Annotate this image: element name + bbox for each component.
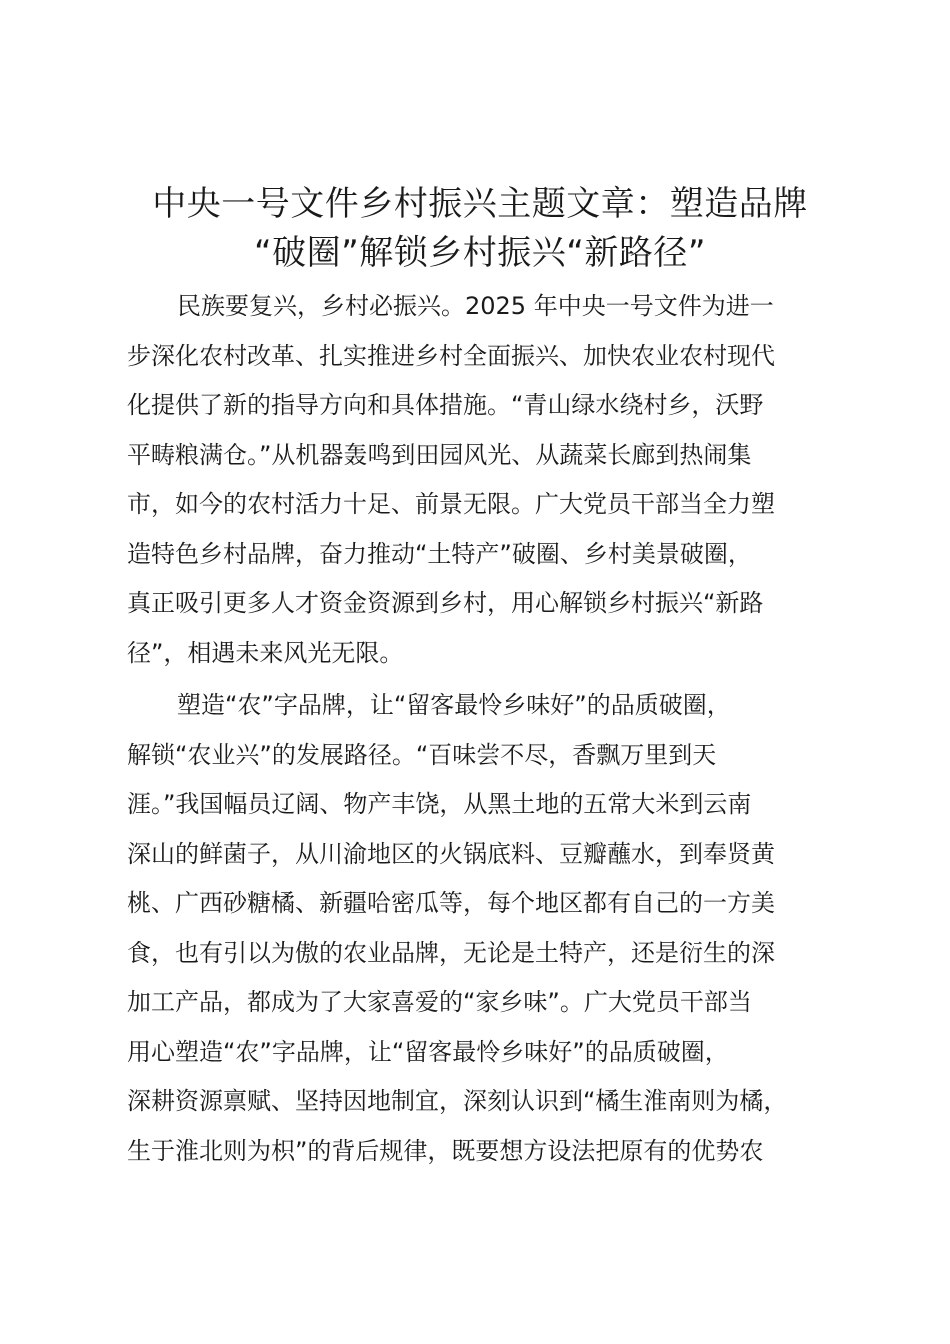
paragraph-line: 塑造“农”字品牌，让“留客最怜乡味好”的品质破圈，: [177, 691, 731, 719]
paragraph-line: 径”，相遇未来风光无限。: [127, 638, 404, 667]
paragraph-line: 解锁“农业兴”的发展路径。“百味尝不尽，香飘万里到天: [127, 740, 717, 769]
paragraph-line: 平畴粮满仓。”从机器轰鸣到田园风光、从蔬菜长廊到热闹集: [127, 440, 752, 469]
paragraph-line: 深山的鲜菌子，从川渝地区的火锅底料、豆瓣蘸水，到奉贤黄: [127, 839, 775, 868]
paragraph-line: 桃、广西砂糖橘、新疆哈密瓜等，每个地区都有自己的一方美: [127, 889, 775, 917]
paragraph-line: 化提供了新的指导方向和具体措施。“青山绿水绕村乡，沃野: [127, 391, 764, 419]
paragraph-line: 用心塑造“农”字品牌，让“留客最怜乡味好”的品质破圈，: [127, 1037, 729, 1066]
paragraph-line: 步深化农村改革、扎实推进乡村全面振兴、加快农业农村现代: [127, 341, 775, 370]
paragraph-line: 食，也有引以为傲的农业品牌，无论是土特产，还是衍生的深: [127, 938, 775, 967]
document-title: [100, 180, 860, 278]
paragraph-line: 加工产品，都成为了大家喜爱的“家乡味”。广大党员干部当: [127, 988, 752, 1016]
title-line-2: “破圈”解锁乡村振兴“新路径”: [254, 233, 706, 273]
paragraph-2: [127, 681, 857, 1176]
paragraph-line: 生于淮北则为枳”的背后规律，既要想方设法把原有的优势农: [127, 1136, 764, 1165]
paragraph-line: 民族要复兴，乡村必振兴。2025 年中央一号文件为进一: [177, 292, 774, 320]
title-line-1: 中央一号文件乡村振兴主题文章：塑造品牌: [152, 184, 808, 224]
paragraph-line: 真正吸引更多人才资金资源到乡村，用心解锁乡村振兴“新路: [127, 589, 764, 617]
paragraph-line: 造特色乡村品牌，奋力推动“土特产”破圈、乡村美景破圈，: [127, 539, 752, 568]
document-body: [127, 282, 857, 1179]
paragraph-line: 深耕资源禀赋、坚持因地制宜，深刻认识到“橘生淮南则为橘，: [127, 1087, 788, 1115]
paragraph-line: 涯。”我国幅员辽阔、物产丰饶，从黑土地的五常大米到云南: [127, 790, 752, 818]
paragraph-line: 市，如今的农村活力十足、前景无限。广大党员干部当全力塑: [127, 490, 775, 518]
paragraph-1: [127, 282, 857, 678]
